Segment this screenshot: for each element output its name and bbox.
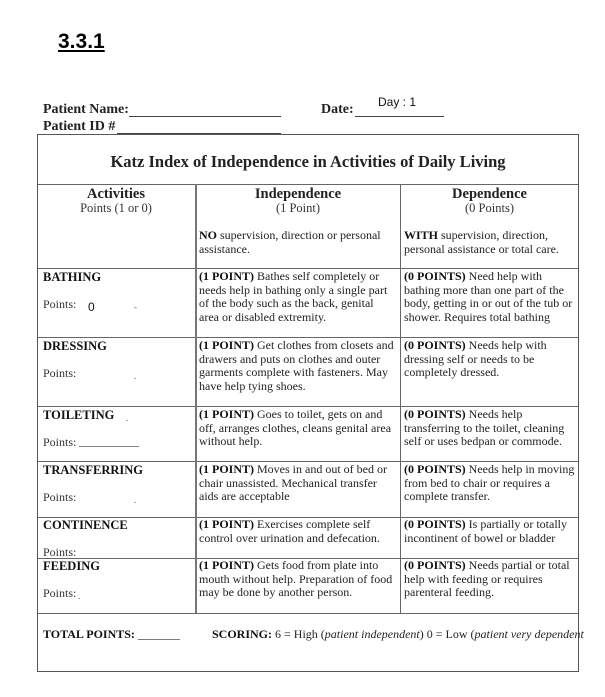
points-label: Points:: [43, 586, 77, 600]
points-value-toileting[interactable]: __________: [79, 434, 139, 448]
patient-id-field[interactable]: [117, 119, 281, 134]
independence-note: NO supervision, direction or personal assistance.: [199, 228, 381, 256]
activity-continence: CONTINENCE: [43, 518, 128, 532]
activity-dressing: DRESSING: [43, 339, 107, 353]
independence-dressing: (1 POINT) Get clothes from closets and drawers and puts on clothes and outer garments complete with fasteners. May have help tying shoes.: [199, 338, 394, 393]
patient-id-label: Patient ID #: [43, 119, 116, 134]
column-sub-independence: (1 Point): [275, 201, 321, 215]
independence-bathing: (1 POINT) Bathes self completely or needs help in bathing only a single part of the body such as the back, genital area or disabled extremity.: [199, 269, 388, 324]
form-title: Katz Index of Independence in Activities of Daily Living: [110, 152, 506, 171]
points-value-bathing[interactable]: 0: [88, 300, 95, 314]
patient-name-field[interactable]: [129, 102, 281, 117]
date-label: Date:: [321, 102, 354, 117]
column-heading-dependence: Dependence: [452, 186, 527, 202]
total-points-field[interactable]: _______: [137, 627, 180, 641]
patient-name-label: Patient Name:: [43, 102, 129, 117]
mark: -: [134, 302, 137, 312]
dependence-bathing: (0 POINTS) Need help with bathing more than one part of the body, getting in or out of the tub or shower. Requires total bathing: [404, 269, 573, 324]
independence-continence: (1 POINT) Exercises complete self control over urination and defecation.: [199, 517, 380, 545]
activity-transferring: TRANSFERRING: [43, 463, 144, 477]
independence-transferring: (1 POINT) Moves in and out of bed or chair unassisted. Mechanical transfer aids are acceptable: [199, 462, 387, 504]
points-label: Points:: [43, 297, 77, 311]
dependence-continence: (0 POINTS) Is partially or totally incontinent of bowel or bladder: [404, 517, 567, 545]
points-label: Points:: [43, 490, 77, 504]
divider: [38, 184, 578, 185]
points-label: Points:: [43, 545, 77, 559]
column-heading-activities: Activities: [87, 186, 145, 202]
mark: .: [78, 591, 81, 601]
dependence-feeding: (0 POINTS) Needs partial or total help with feeding or requires parenteral feeding.: [404, 558, 570, 600]
total-points-label: TOTAL POINTS:: [43, 627, 135, 641]
divider: [400, 184, 401, 613]
dependence-dressing: (0 POINTS) Needs help with dressing self or needs to be completely dressed.: [404, 338, 547, 380]
mark: .: [134, 495, 137, 505]
dependence-transferring: (0 POINTS) Needs help in moving from bed to chair or requires a complete transfer.: [404, 462, 575, 504]
divider: [195, 184, 197, 613]
independence-toileting: (1 POINT) Goes to toilet, gets on and off, arranges clothes, cleans genital area without help.: [199, 407, 392, 449]
total-points: [43, 627, 180, 642]
mark: .: [126, 413, 129, 423]
divider: [38, 613, 578, 614]
date-value: Day : 1: [378, 95, 417, 109]
section-number: 3.3.1: [58, 30, 105, 53]
column-heading-independence: Independence: [254, 186, 342, 202]
points-label: Points:: [43, 435, 77, 449]
points-label: Points:: [43, 366, 77, 380]
independence-feeding: (1 POINT) Gets food from plate into mouth without help. Preparation of food may be done by another person.: [199, 558, 393, 600]
column-sub-dependence: (0 Points): [465, 201, 514, 215]
mark: .: [134, 371, 137, 381]
scoring-legend: SCORING: 6 = High (patient independent) 0 = Low (patient very dependent: [212, 627, 584, 641]
dependence-note: WITH supervision, direction, personal assistance or total care.: [404, 228, 559, 256]
column-sub-activities: Points (1 or 0): [80, 201, 152, 215]
dependence-toileting: (0 POINTS) Needs help transferring to the toilet, cleaning self or uses bedpan or commode.: [404, 407, 565, 449]
activity-feeding: FEEDING: [43, 559, 100, 573]
activity-toileting: TOILETING: [43, 408, 115, 422]
activity-bathing: BATHING: [43, 270, 102, 284]
